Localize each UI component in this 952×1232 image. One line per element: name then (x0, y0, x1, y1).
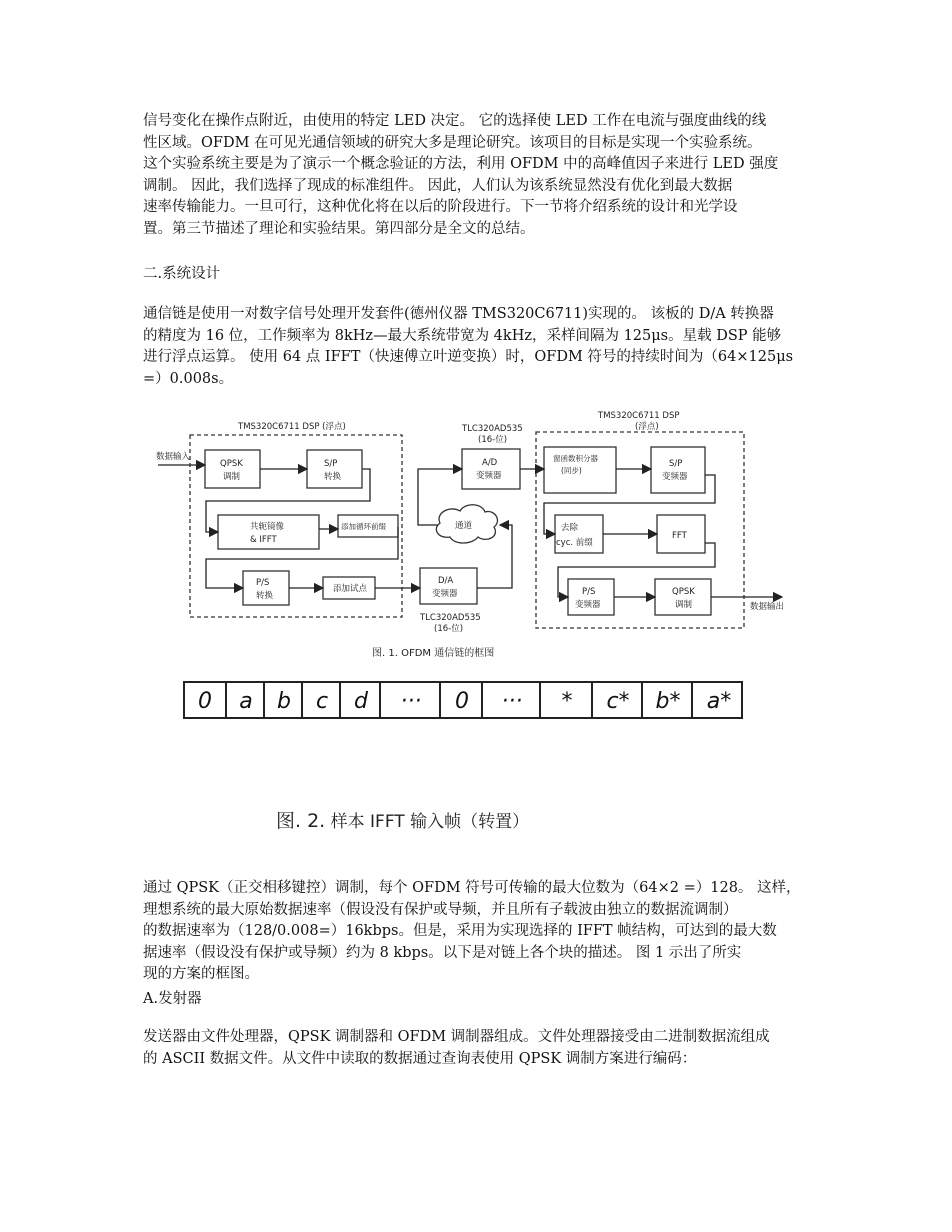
frame-cell: ··· (379, 683, 441, 719)
block-label: 去除 (561, 523, 579, 533)
qpsk-mod-block (205, 450, 260, 488)
block-label: 变频器 (662, 472, 688, 482)
ofdm-block-diagram (150, 405, 790, 665)
block-label: S/P (324, 459, 338, 469)
text-line: 这个实验系统主要是为了演示一个概念验证的方法，利用 OFDM 中的高峰值因子来进行 LED 强度 (143, 156, 779, 172)
block-label: 变频器 (432, 589, 458, 599)
sp-rx-block (651, 447, 705, 493)
block-label: 变频器 (476, 471, 502, 481)
frame-cell: c (301, 683, 341, 719)
text-line: 性区域。OFDM 在可见光通信领域的研究大多是理论研究。该项目的目标是实现一个实验系统。 (143, 134, 762, 151)
text-line: 通信链是使用一对数字信号处理开发套件(德州仪器 TMS320C6711)实现的。 该板的 D/A 转换器 (143, 306, 774, 322)
section2-paragraph (143, 304, 813, 390)
text-line: 通过 QPSK（正交相移键控）调制，每个 OFDM 符号可传输的最大位数为（64×2 =）128。 这样， (143, 880, 801, 896)
text-line: 信号变化在操作点附近，由使用的特定 LED 决定。 它的选择使 LED 工作在电流与强度曲线的线 (143, 113, 767, 129)
block-label: & IFFT (250, 535, 277, 545)
frame-cell: c* (591, 683, 643, 719)
block-label: 添加循环前缀 (341, 522, 386, 531)
text-line: 发送器由文件处理器，QPSK 调制器和 OFDM 调制器组成。文件处理器接受由二进制数据流组成 (143, 1029, 770, 1045)
frame-cell: ··· (481, 683, 541, 719)
text-line: 置。第三节描述了理论和实验结果。第四部分是全文的总结。 (143, 220, 535, 237)
figure1-caption: 图. 1. OFDM 通信链的框图 (372, 648, 495, 659)
block-label: P/S (582, 587, 596, 597)
block-label: A/D (482, 458, 498, 468)
figure2-caption-text: 样本 IFFT 输入帧（转置） (330, 812, 530, 832)
text-line: 理想系统的最大原始数据速率（假设没有保护或导频，并且所有子载波由独立的数据流调制） (143, 901, 738, 918)
block-label: 转换 (324, 472, 342, 482)
frame-cell: b* (641, 683, 693, 719)
transmitter-paragraph (143, 1027, 813, 1070)
block-label: D/A (438, 576, 454, 586)
figure2-caption (276, 806, 529, 833)
text-line: 调制。 因此，我们选择了现成的标准组件。 因此，人们认为该系统显然没有优化到最大数据 (143, 177, 733, 194)
adc-label: TLC320AD535 (462, 424, 523, 434)
figure2-caption-prefix: 图. 2. (276, 810, 326, 832)
block-label: 调制 (675, 600, 693, 610)
frame-cell: a* (691, 683, 745, 719)
subsection-heading: A.发射器 (143, 991, 202, 1007)
frame-cell: * (539, 683, 593, 719)
text-line: 进行浮点运算。 使用 64 点 IFFT（快速傅立叶逆变换）时，OFDM 符号的持续时间为（64×125μs (143, 349, 794, 365)
text-line: 的精度为 16 位，工作频率为 8kHz—最大系统带宽为 4kHz，采样间隔为 125μs。星载 DSP 能够 (143, 327, 782, 344)
data-in-label: 数据输入 (156, 452, 191, 462)
dac-bits: (16-位) (434, 624, 464, 634)
qpsk-paragraph (143, 878, 813, 986)
sp-tx-block (307, 450, 362, 488)
text-line: =）0.008s。 (143, 370, 234, 387)
block-label: (同步) (561, 466, 582, 475)
block-label: 窗函数积分器 (553, 454, 598, 463)
adc-block (462, 449, 520, 489)
frame-cell: a (225, 683, 265, 719)
block-label: 调制 (223, 472, 241, 482)
frame-cell: d (339, 683, 381, 719)
frame-cell: 0 (439, 683, 483, 719)
text-line: 速率传输能力。一旦可行，这种优化将在以后的阶段进行。下一节将介绍系统的设计和光学设 (143, 199, 738, 215)
block-label: 添加试点 (333, 584, 368, 594)
text-line: 据速率（假设没有保护或导频）约为 8 kbps。以下是对链上各个块的描述。 图 1 示出了所实 (143, 944, 742, 961)
block-label: FFT (672, 531, 687, 541)
frame-cell: b (263, 683, 303, 719)
block-label: 共轭镜像 (250, 522, 285, 532)
block-label: 变频器 (575, 600, 601, 610)
rx-dsp-label-2: (浮点) (635, 422, 659, 432)
frame-cell: 0 (198, 688, 212, 714)
block-label: 转换 (256, 591, 274, 601)
section-heading: 二.系统设计 (143, 266, 221, 282)
block-label: QPSK (672, 587, 695, 597)
block-label: cyc. 前缀 (556, 538, 593, 548)
text-line: 现的方案的框图。 (143, 966, 259, 982)
data-out-label: 数据输出 (750, 602, 785, 612)
text-line: 的数据速率为（128/0.008=）16kbps。但是，采用为实现选择的 IFFT 帧结构，可达到的最大数 (143, 923, 777, 939)
dac-label: TLC320AD535 (420, 613, 481, 623)
block-label: QPSK (220, 459, 243, 469)
adc-bits: (16-位) (478, 435, 508, 445)
channel-label: 通道 (455, 521, 473, 531)
intro-paragraph (143, 111, 813, 240)
block-label: P/S (256, 578, 270, 588)
text-line: 的 ASCII 数据文件。从文件中读取的数据通过查询表使用 QPSK 调制方案进行编码： (143, 1050, 697, 1067)
block-label: S/P (669, 459, 683, 469)
rx-dsp-label: TMS320C6711 DSP (598, 411, 680, 421)
tx-dsp-label: TMS320C6711 DSP (浮点) (238, 422, 346, 432)
